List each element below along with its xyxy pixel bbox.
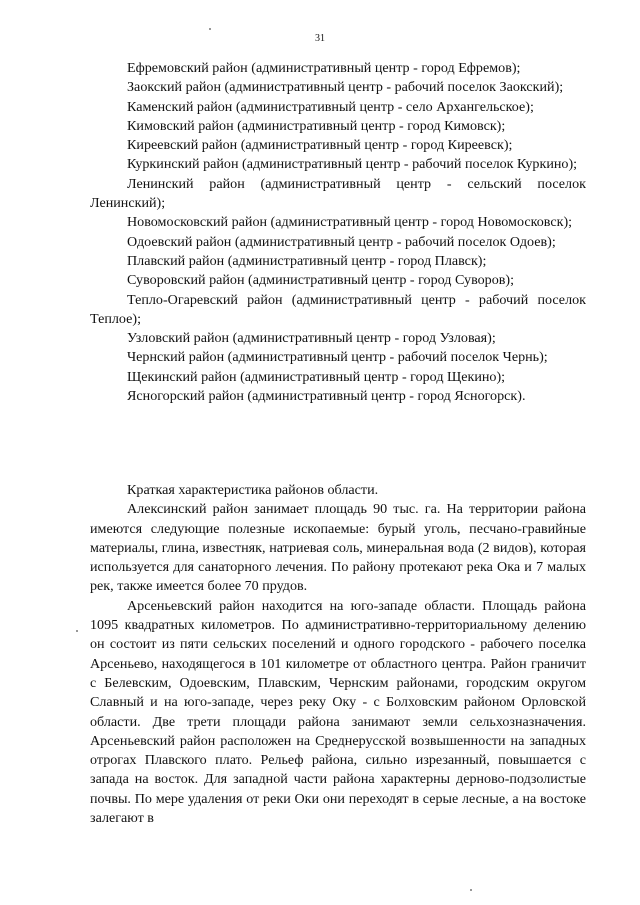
list-item: Суворовский район (административный центр - город Суворов); [127, 272, 515, 289]
scan-speck [209, 28, 211, 30]
list-item: Ефремовский район (административный центр - город Ефремов); [127, 60, 521, 76]
paragraph: Арсеньевский район находится на юго-западе области. Площадь района 1095 квадратных километров. По административно-территориальному делению он состоит из пяти сельских поселений и одного городского - рабочего поселка Арсеньево, находящегося в 101 километре от областного центра. Район граничит с Белевским, Одоевским, Плавским, Чернским районами, городским округом Славный и на юго-западе, через реку Оку - с Болховским районом Орловской области. Две трети площади района занимают земли сельхозназначения. Арсеньевский район расположен на Среднерусской возвышенности на западных отрогах Плавского плато. Рельеф района, сильно изрезанный, повышается с запада на восток. Для западной части района характерны дерново-подзолистые почвы. По мере удаления от реки Оки они переходят в серые лесные, а на востоке залегают в [90, 597, 586, 827]
page-number: 31 [315, 33, 325, 44]
paragraph: Алексинский район занимает площадь 90 тыс. га. На территории района имеются следующие полезные ископаемые: бурый уголь, песчано-гравийные материалы, глина, известняк, натриевая соль, минеральная вода (2 видов), которая используется для санаторного лечения. По району протекают река Ока и 7 малых рек, также имеется более 70 прудов. [90, 501, 586, 595]
list-item: Ленинский район (административный центр - сельский поселок Ленинский); [90, 175, 586, 212]
scan-speck [470, 889, 472, 891]
list-item: Куркинский район (административный центр - рабочий поселок Куркино); [127, 156, 578, 173]
list-item: Одоевский район (административный центр - рабочий поселок Одоев); [127, 233, 556, 250]
list-item: Узловский район (административный центр - город Узловая); [127, 330, 496, 347]
section-heading: Краткая характеристика районов области. [127, 482, 379, 498]
list-item: Каменский район (административный центр - село Архангельское); [127, 98, 534, 115]
scan-speck [76, 630, 78, 632]
list-item: Новомосковский район (административный центр - город Новомосковск); [127, 214, 573, 231]
list-item: Щекинский район (административный центр - город Щекино); [127, 368, 506, 385]
list-item: Киреевский район (административный центр - город Киреевск); [127, 137, 513, 154]
list-item: Кимовский район (административный центр - город Кимовск); [127, 117, 506, 134]
district-list [90, 59, 586, 406]
list-item: Заокский район (административный центр - рабочий поселок Заокский); [127, 79, 564, 96]
list-item: Чернский район (административный центр - рабочий поселок Чернь); [127, 349, 548, 366]
document-body [90, 481, 586, 828]
list-item: Плавский район (административный центр - город Плавск); [127, 252, 487, 269]
list-item: Тепло-Огаревский район (административный центр - рабочий поселок Теплое); [90, 291, 586, 327]
list-item: Ясногорский район (административный центр - город Ясногорск). [127, 388, 526, 405]
